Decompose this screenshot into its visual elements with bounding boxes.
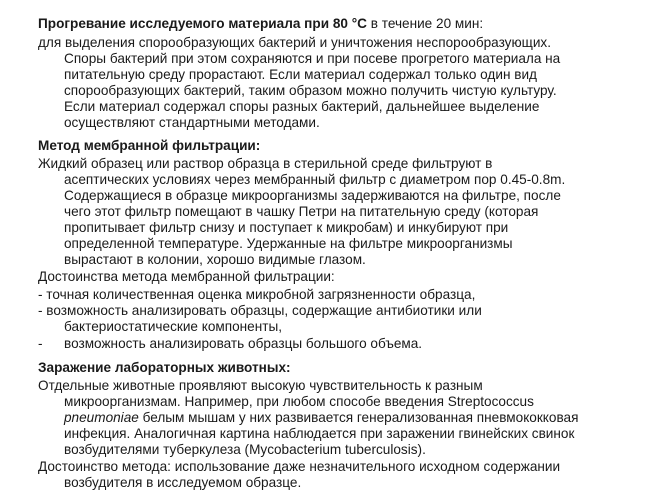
section2-line: асептических условиях через мембранный фильтр с диаметром пор 0.45-0.8m. [64, 172, 566, 187]
section3-line: Отдельные животные проявляют высокую чувствительность к разным [38, 378, 483, 393]
section1-heading-bold: Прогревание исследуемого материала при 80 °С [38, 16, 367, 31]
section1-line: для выделения спорообразующих бактерий и уничтожения неспорообразующих. [38, 35, 551, 50]
advantage-item: - точная количественная оценка микробной загрязненности образца, [38, 287, 476, 302]
section1-line: питательную среду прорастают. Если материал содержал только один вид [64, 67, 537, 82]
section2-heading: Метод мембранной фильтрации: [38, 138, 261, 153]
advantage-item: возможность анализировать образцы большого объема. [64, 336, 423, 351]
species-name-italic: pneumoniae [64, 410, 139, 425]
section1-line: Если материал содержал споры разных бактерий, дальнейшее выделение [64, 99, 540, 114]
section3-line: Достоинство метода: использование даже незначительного исходном содержании [38, 459, 561, 474]
section3-line: микроорганизмам. Например, при любом способе введения Streptococcus [64, 394, 534, 409]
section2-line: пропитывает фильтр снизу и поступает к микробам) и инкубируют при [64, 220, 509, 235]
advantage-item-continuation: бактериостатические компоненты, [64, 319, 283, 334]
section2-line: определенной температуре. Удержанные на фильтре микроорганизмы [64, 236, 513, 251]
advantages-title: Достоинства метода мембранной фильтрации: [38, 269, 335, 284]
section1-line: спорообразующих бактерий, таким образом можно получить чистую культуру. [64, 83, 557, 98]
section3-heading: Заражение лабораторных животных: [38, 360, 291, 375]
section1-heading [38, 16, 483, 32]
advantage-item: - возможность анализировать образцы, содержащие антибиотики или [38, 303, 482, 318]
section3-line: возбудителя в исследуемом образце. [64, 475, 302, 490]
advantage-bullet-dash: - [38, 336, 43, 351]
section3-line-rest: белым мышам у них развивается генерализованная пневмококковая [138, 410, 579, 425]
section2-line: чего этот фильтр помещают в чашку Петри на питательную среду (которая [64, 204, 539, 219]
section2-line: Содержащиеся в образце микроорганизмы задерживаются на фильтре, после [64, 188, 561, 203]
section1-line: осуществляют стандартными методами. [64, 115, 320, 130]
section3-line: возбудителями туберкулеза (Mycobacterium tuberculosis). [64, 442, 426, 457]
section3-line: инфекция. Аналогичная картина наблюдается при заражении гвинейских свинок [64, 426, 575, 441]
section1-heading-rest: в течение 20 мин: [366, 16, 484, 31]
section3-line [64, 410, 578, 426]
section2-line: вырастают в колонии, хорошо видимые глазом. [64, 252, 366, 267]
section2-line: Жидкий образец или раствор образца в стерильной среде фильтруют в [38, 156, 493, 171]
section1-line: Споры бактерий при этом сохраняются и при посеве прогретого материала на [64, 51, 561, 66]
